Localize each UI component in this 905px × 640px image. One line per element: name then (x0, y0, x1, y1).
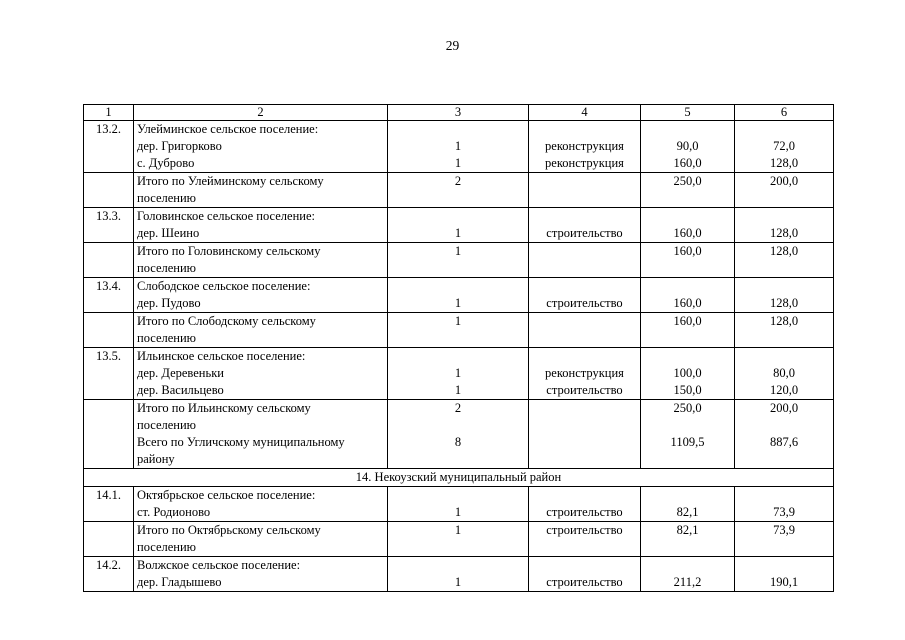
table-row (84, 243, 834, 278)
value-6-cell (735, 400, 834, 469)
cell-line (391, 121, 525, 138)
cell-line (532, 278, 637, 295)
cell-line (532, 434, 637, 451)
cell-line: 128,0 (769, 156, 799, 170)
count-cell (388, 208, 529, 243)
cell-line: с. Дуброво (137, 156, 195, 170)
cell-line: 120,0 (769, 383, 799, 397)
header-cell: 6 (735, 105, 834, 121)
work-type-cell (529, 557, 641, 592)
value-5-cell (641, 348, 735, 400)
cell-line (644, 487, 731, 504)
cell-line: Волжское сельское поселение: (137, 558, 301, 572)
item-number-cell (84, 313, 134, 348)
count-cell (388, 243, 529, 278)
cell-line (644, 451, 731, 468)
cell-line: 1 (454, 226, 462, 240)
name-cell (134, 522, 388, 557)
cell-line: 160,0 (673, 226, 702, 240)
value-6-cell (735, 487, 834, 522)
header-cell: 1 (84, 105, 134, 121)
section-row (84, 469, 834, 487)
work-type-cell (529, 243, 641, 278)
cell-line: 1 (454, 575, 462, 589)
value-5-cell (641, 522, 735, 557)
item-number-cell: 13.4. (84, 278, 134, 313)
cell-line: Итого по Октябрьскому сельскому (137, 523, 321, 537)
cell-line (738, 348, 830, 365)
cell-line: 1109,5 (670, 435, 705, 449)
cell-line: дер. Васильцево (137, 383, 224, 397)
cell-line: 72,0 (773, 139, 795, 153)
cell-line: 128,0 (769, 314, 799, 328)
item-number-cell (84, 243, 134, 278)
work-type-cell (529, 522, 641, 557)
value-6-cell (735, 208, 834, 243)
count-cell (388, 348, 529, 400)
cell-line (532, 190, 637, 207)
header-cell: 5 (641, 105, 735, 121)
cell-line: 200,0 (769, 401, 799, 415)
cell-line: дер. Шеино (137, 226, 200, 240)
cell-line (391, 348, 525, 365)
cell-line (644, 121, 731, 138)
cell-line: 1 (454, 244, 462, 258)
cell-line (738, 278, 830, 295)
cell-line (391, 487, 525, 504)
cell-line: 80,0 (773, 366, 795, 380)
table-row (84, 121, 834, 173)
count-cell (388, 173, 529, 208)
cell-line: 1 (454, 156, 462, 170)
cell-line (644, 539, 731, 556)
value-5-cell (641, 487, 735, 522)
cell-line: 160,0 (673, 244, 702, 258)
name-cell (134, 173, 388, 208)
cell-line (738, 208, 830, 225)
count-cell (388, 278, 529, 313)
cell-line: 211,2 (673, 575, 702, 589)
cell-line (532, 451, 637, 468)
name-cell (134, 557, 388, 592)
cell-line: 1 (454, 314, 462, 328)
cell-line (738, 121, 830, 138)
cell-line: району (137, 452, 175, 466)
cell-line (391, 278, 525, 295)
cell-line (391, 208, 525, 225)
cell-line: строительство (546, 523, 623, 537)
cell-line (644, 260, 731, 277)
cell-line: строительство (546, 383, 623, 397)
cell-line (532, 208, 637, 225)
cell-line (391, 330, 525, 347)
cell-line: дер. Гладышево (137, 575, 222, 589)
count-cell (388, 522, 529, 557)
cell-line: 250,0 (673, 174, 702, 188)
count-cell (388, 121, 529, 173)
cell-line (738, 487, 830, 504)
item-number-cell: 13.3. (84, 208, 134, 243)
table-row (84, 557, 834, 592)
name-cell (134, 313, 388, 348)
count-cell (388, 313, 529, 348)
cell-line: Итого по Головинскому сельскому (137, 244, 321, 258)
cell-line (738, 260, 830, 277)
work-type-cell (529, 348, 641, 400)
cell-line (644, 557, 731, 574)
cell-line (532, 400, 637, 417)
cell-line: Октябрьское сельское поселение: (137, 488, 316, 502)
table-header-row (84, 105, 834, 121)
cell-line (644, 348, 731, 365)
table-row (84, 278, 834, 313)
table-row (84, 487, 834, 522)
cell-line: 160,0 (673, 314, 702, 328)
cell-line (644, 417, 731, 434)
work-type-cell (529, 487, 641, 522)
cell-line: Улейминское сельское поселение: (137, 122, 319, 136)
cell-line (532, 121, 637, 138)
value-5-cell (641, 208, 735, 243)
cell-line: Итого по Слободскому сельскому (137, 314, 316, 328)
cell-line: 250,0 (673, 401, 702, 415)
item-number-cell: 14.2. (84, 557, 134, 592)
cell-line (532, 173, 637, 190)
value-6-cell (735, 243, 834, 278)
cell-line (391, 190, 525, 207)
cell-line: 887,6 (769, 435, 799, 449)
cell-line (644, 208, 731, 225)
cell-line: дер. Деревеньки (137, 366, 224, 380)
count-cell (388, 400, 529, 469)
cell-line: 128,0 (769, 244, 799, 258)
cell-line: 82,1 (676, 523, 699, 537)
name-cell (134, 348, 388, 400)
item-number-cell: 13.2. (84, 121, 134, 173)
table-row (84, 348, 834, 400)
data-table (83, 104, 834, 592)
value-5-cell (641, 278, 735, 313)
name-cell (134, 487, 388, 522)
cell-line (738, 190, 830, 207)
value-5-cell (641, 313, 735, 348)
cell-line: Слободское сельское поселение: (137, 279, 311, 293)
cell-line: поселению (137, 191, 197, 205)
table-row (84, 173, 834, 208)
cell-line: строительство (546, 505, 623, 519)
cell-line: 128,0 (769, 226, 799, 240)
cell-line: 190,1 (769, 575, 799, 589)
cell-line: 160,0 (673, 156, 702, 170)
cell-line: 82,1 (676, 505, 699, 519)
cell-line: 90,0 (676, 139, 699, 153)
cell-line: 150,0 (673, 383, 702, 397)
work-type-cell (529, 400, 641, 469)
value-5-cell (641, 121, 735, 173)
item-number-cell (84, 522, 134, 557)
cell-line: реконструкция (545, 156, 624, 170)
cell-line (391, 417, 525, 434)
item-number-cell: 13.5. (84, 348, 134, 400)
value-6-cell (735, 348, 834, 400)
count-cell (388, 487, 529, 522)
cell-line: дер. Григорково (137, 139, 222, 153)
value-5-cell (641, 173, 735, 208)
cell-line (391, 260, 525, 277)
cell-line: Всего по Угличскому муниципальному (137, 435, 345, 449)
item-number-cell: 14.1. (84, 487, 134, 522)
section-title: 14. Некоузский муниципальный район (84, 469, 834, 487)
cell-line (644, 190, 731, 207)
cell-line: Итого по Ильинскому сельскому (137, 401, 311, 415)
header-cell: 3 (388, 105, 529, 121)
table-body (84, 105, 834, 592)
cell-line: строительство (546, 296, 623, 310)
cell-line: 2 (454, 174, 462, 188)
header-cell: 2 (134, 105, 388, 121)
work-type-cell (529, 313, 641, 348)
value-6-cell (735, 557, 834, 592)
cell-line (532, 417, 637, 434)
cell-line (532, 539, 637, 556)
cell-line (644, 330, 731, 347)
cell-line: 1 (454, 139, 462, 153)
cell-line: строительство (546, 226, 623, 240)
name-cell (134, 278, 388, 313)
cell-line: поселению (137, 261, 197, 275)
value-6-cell (735, 278, 834, 313)
cell-line (532, 348, 637, 365)
cell-line (738, 451, 830, 468)
value-5-cell (641, 557, 735, 592)
table-row (84, 400, 834, 469)
item-number-cell (84, 400, 134, 469)
name-cell (134, 121, 388, 173)
cell-line (532, 260, 637, 277)
work-type-cell (529, 208, 641, 243)
cell-line: реконструкция (545, 139, 624, 153)
table-row (84, 313, 834, 348)
cell-line (532, 243, 637, 260)
cell-line (644, 278, 731, 295)
value-6-cell (735, 522, 834, 557)
value-5-cell (641, 243, 735, 278)
cell-line: 160,0 (673, 296, 702, 310)
cell-line: 2 (454, 401, 462, 415)
cell-line: 73,9 (773, 523, 795, 537)
cell-line: 200,0 (769, 174, 799, 188)
value-6-cell (735, 313, 834, 348)
cell-line (391, 557, 525, 574)
cell-line (738, 539, 830, 556)
value-6-cell (735, 173, 834, 208)
cell-line (532, 330, 637, 347)
header-cell: 4 (529, 105, 641, 121)
item-number-cell (84, 173, 134, 208)
name-cell (134, 243, 388, 278)
cell-line (738, 417, 830, 434)
cell-line: строительство (546, 575, 623, 589)
value-6-cell (735, 121, 834, 173)
count-cell (388, 557, 529, 592)
cell-line: поселению (137, 540, 197, 554)
page-number: 29 (445, 38, 460, 53)
cell-line (532, 557, 637, 574)
cell-line (738, 330, 830, 347)
cell-line (532, 313, 637, 330)
cell-line: 1 (454, 383, 462, 397)
cell-line: 100,0 (673, 366, 702, 380)
work-type-cell (529, 278, 641, 313)
table-row (84, 208, 834, 243)
name-cell (134, 208, 388, 243)
cell-line: 1 (454, 366, 462, 380)
cell-line: реконструкция (545, 366, 624, 380)
cell-line: 8 (454, 435, 462, 449)
cell-line: 1 (454, 296, 462, 310)
cell-line: 128,0 (769, 296, 799, 310)
table-row (84, 522, 834, 557)
cell-line: 1 (454, 523, 462, 537)
cell-line (391, 539, 525, 556)
cell-line (532, 487, 637, 504)
work-type-cell (529, 121, 641, 173)
cell-line: дер. Пудово (137, 296, 201, 310)
cell-line: 73,9 (773, 505, 795, 519)
value-5-cell (641, 400, 735, 469)
cell-line: поселению (137, 418, 197, 432)
cell-line (391, 451, 525, 468)
cell-line: ст. Родионово (137, 505, 211, 519)
cell-line: Ильинское сельское поселение: (137, 349, 306, 363)
cell-line: 1 (454, 505, 462, 519)
cell-line: Головинское сельское поселение: (137, 209, 315, 223)
name-cell (134, 400, 388, 469)
cell-line: поселению (137, 331, 197, 345)
cell-line (738, 557, 830, 574)
work-type-cell (529, 173, 641, 208)
cell-line: Итого по Улейминскому сельскому (137, 174, 324, 188)
